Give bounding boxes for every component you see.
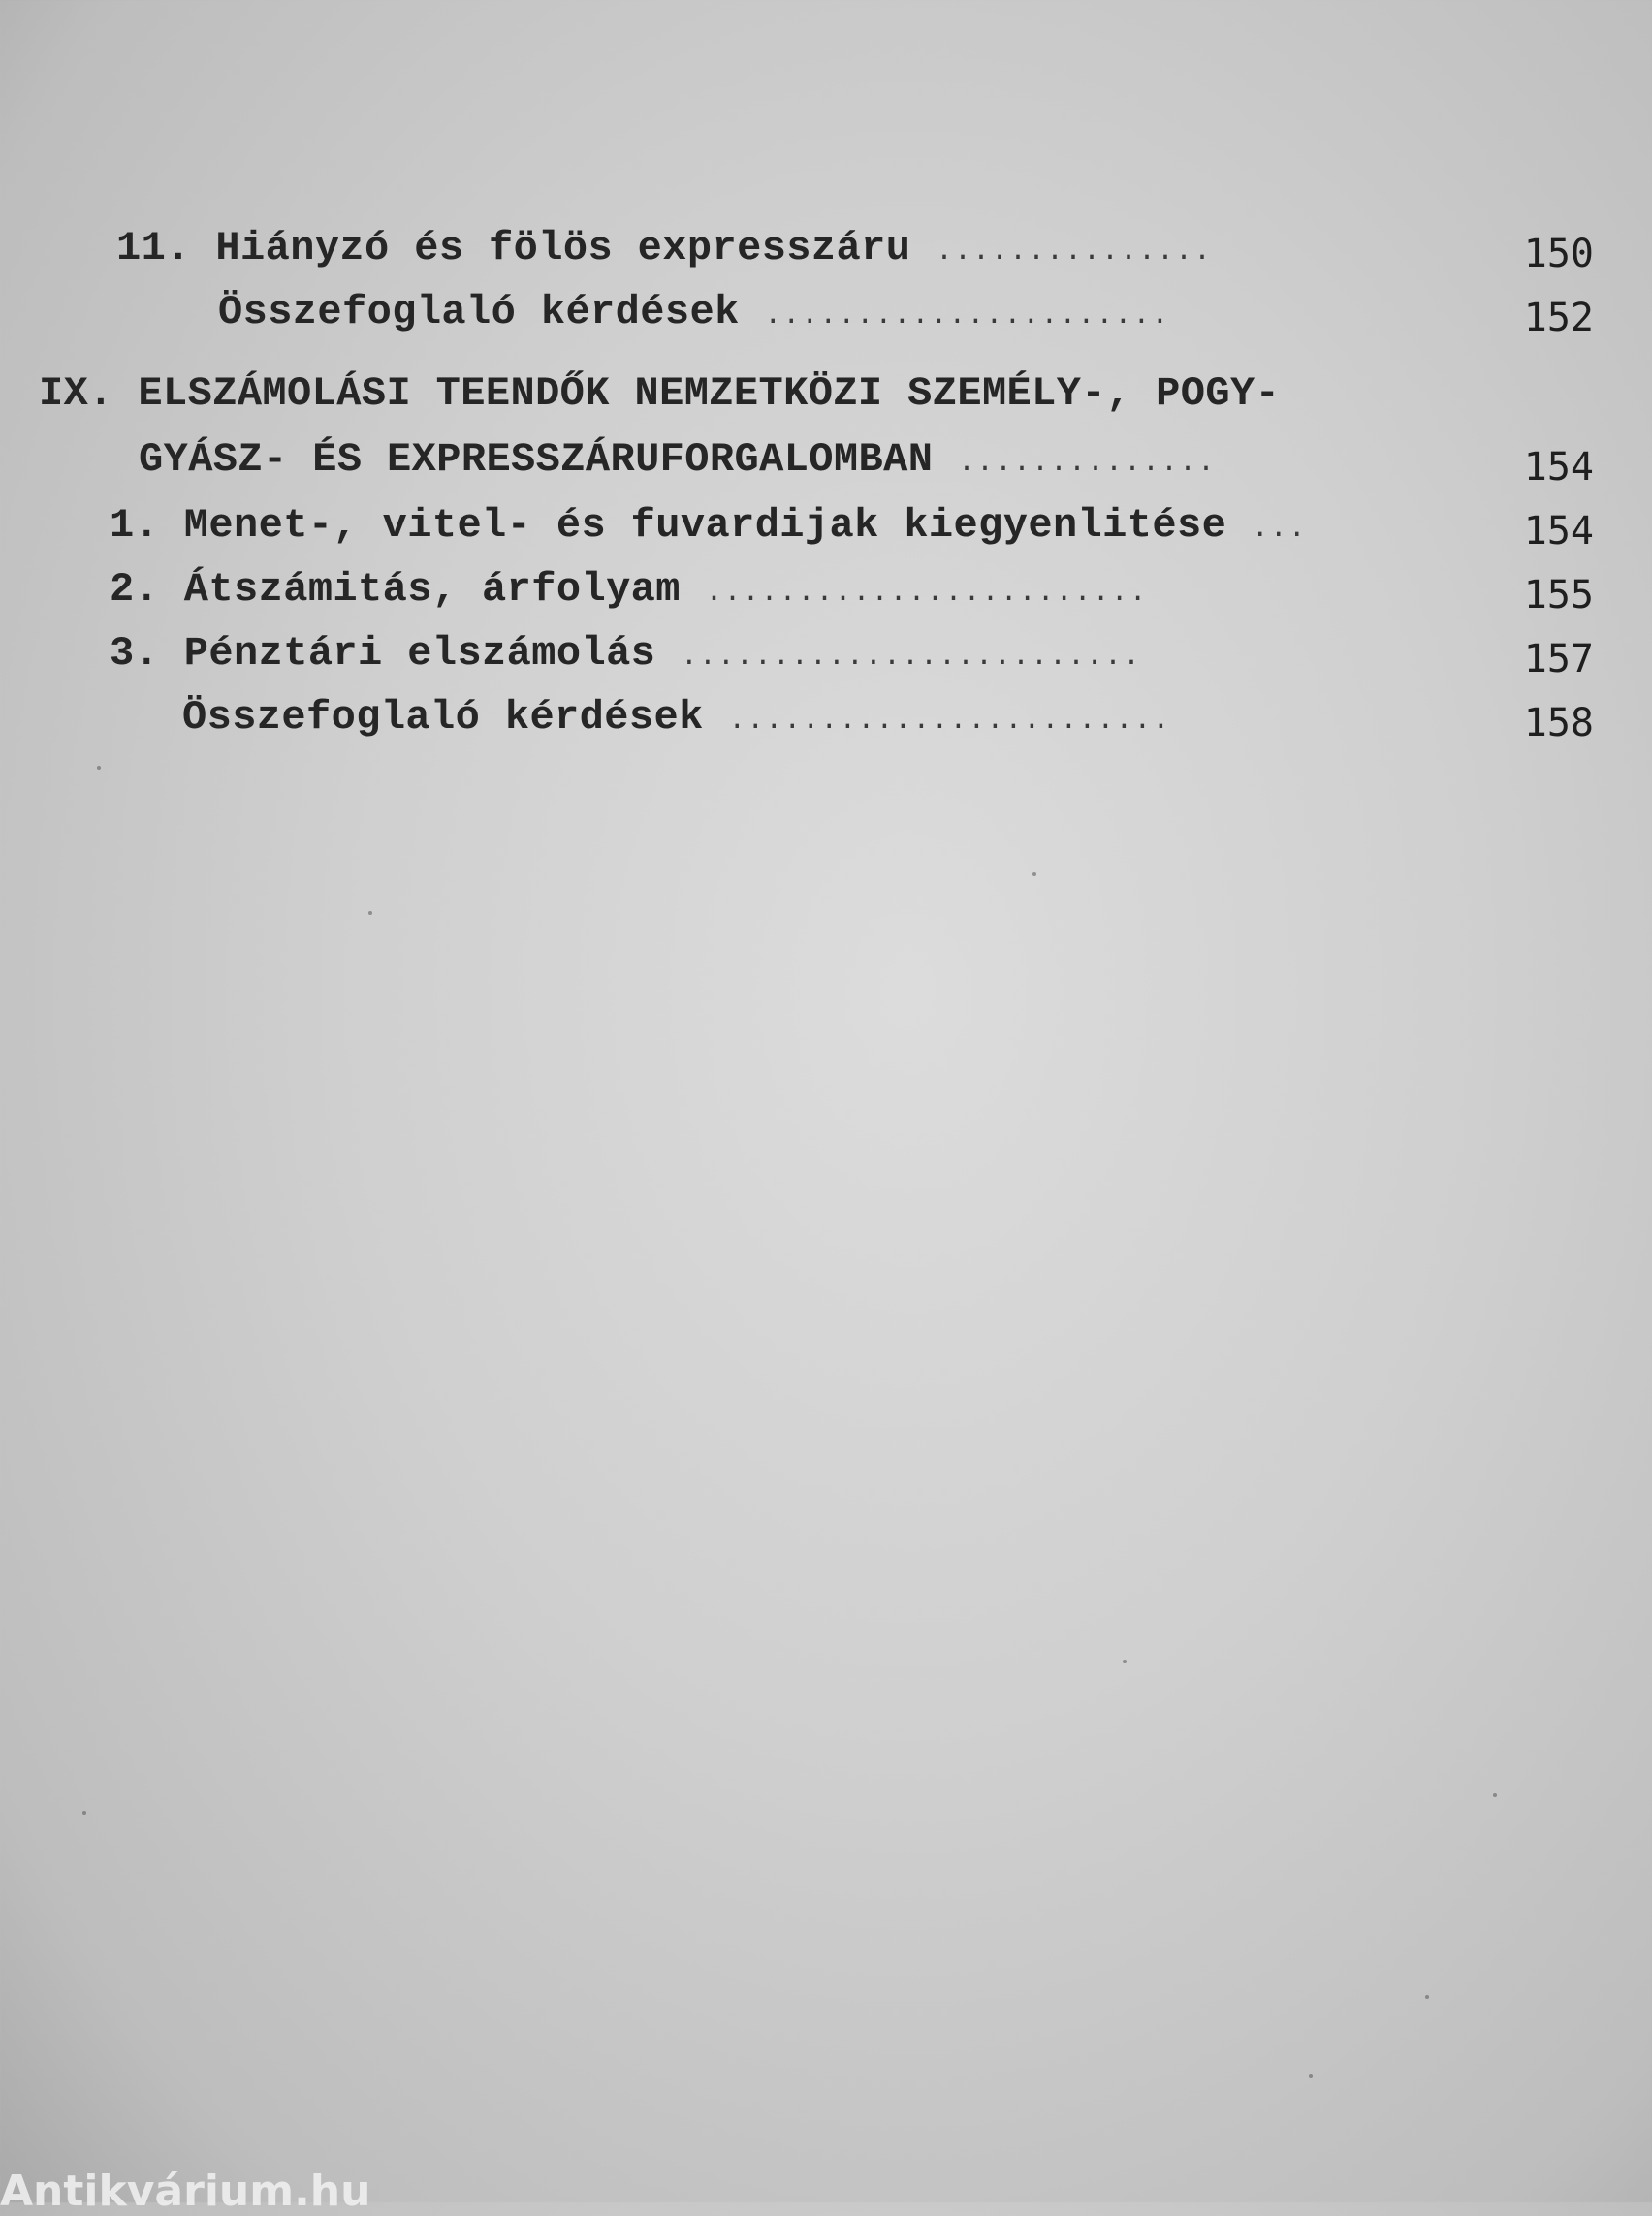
- paper-speck: [1032, 872, 1036, 876]
- paper-speck: [82, 1811, 86, 1815]
- toc-entry: [218, 285, 1169, 339]
- toc-entry-text: GYÁSZ- ÉS EXPRESSZÁRUFORGALOMBAN: [139, 436, 934, 483]
- toc-leader: ..............: [957, 447, 1216, 480]
- toc-entry-text: 3. Pénztári elszámolás: [110, 630, 656, 677]
- toc-entry-text: IX. ELSZÁMOLÁSI TEENDŐK NEMZETKÖZI SZEMÉLY-, POGY-: [39, 370, 1281, 417]
- toc-entry: [110, 562, 1148, 617]
- paper-speck: [368, 911, 372, 915]
- paper-speck: [1123, 1660, 1127, 1663]
- toc-leader: ........................: [728, 705, 1171, 738]
- toc-entry: [110, 626, 1141, 681]
- toc-entry-text: 11. Hiányzó és fölös expresszáru: [116, 225, 911, 271]
- toc-entry: [182, 690, 1170, 744]
- toc-entry-text: 2. Átszámitás, árfolyam: [110, 566, 681, 613]
- toc-page-number: 154: [1523, 509, 1594, 554]
- toc-page-number: 152: [1523, 296, 1594, 340]
- toc-leader: ...............: [935, 236, 1212, 269]
- toc-entry: [139, 432, 1216, 487]
- toc-chapter-heading: [39, 366, 1280, 421]
- paper-speck: [97, 766, 101, 770]
- toc-entry-text: 1. Menet-, vitel- és fuvardijak kiegyenlitése: [110, 502, 1227, 549]
- toc-entry: [110, 498, 1307, 553]
- toc-page-number: 158: [1523, 701, 1594, 745]
- toc-leader: ......................: [764, 300, 1170, 332]
- toc-page-number: 155: [1523, 573, 1594, 617]
- toc-page-number: 157: [1523, 637, 1594, 681]
- paper-speck: [1493, 1793, 1497, 1797]
- paper-speck: [1425, 1995, 1429, 1999]
- toc-leader: ........................: [705, 577, 1148, 610]
- toc-entry: [116, 221, 1212, 275]
- toc-page-number: 154: [1523, 445, 1594, 490]
- toc-leader: .........................: [680, 641, 1141, 674]
- toc-entry-text: Összefoglaló kérdések: [218, 289, 740, 335]
- toc-leader: ...: [1251, 513, 1307, 546]
- toc-entry-text: Összefoglaló kérdések: [182, 694, 704, 741]
- toc-page-number: 150: [1523, 232, 1594, 276]
- watermark: Antikvárium.hu: [0, 2167, 371, 2216]
- paper-speck: [1309, 2074, 1313, 2078]
